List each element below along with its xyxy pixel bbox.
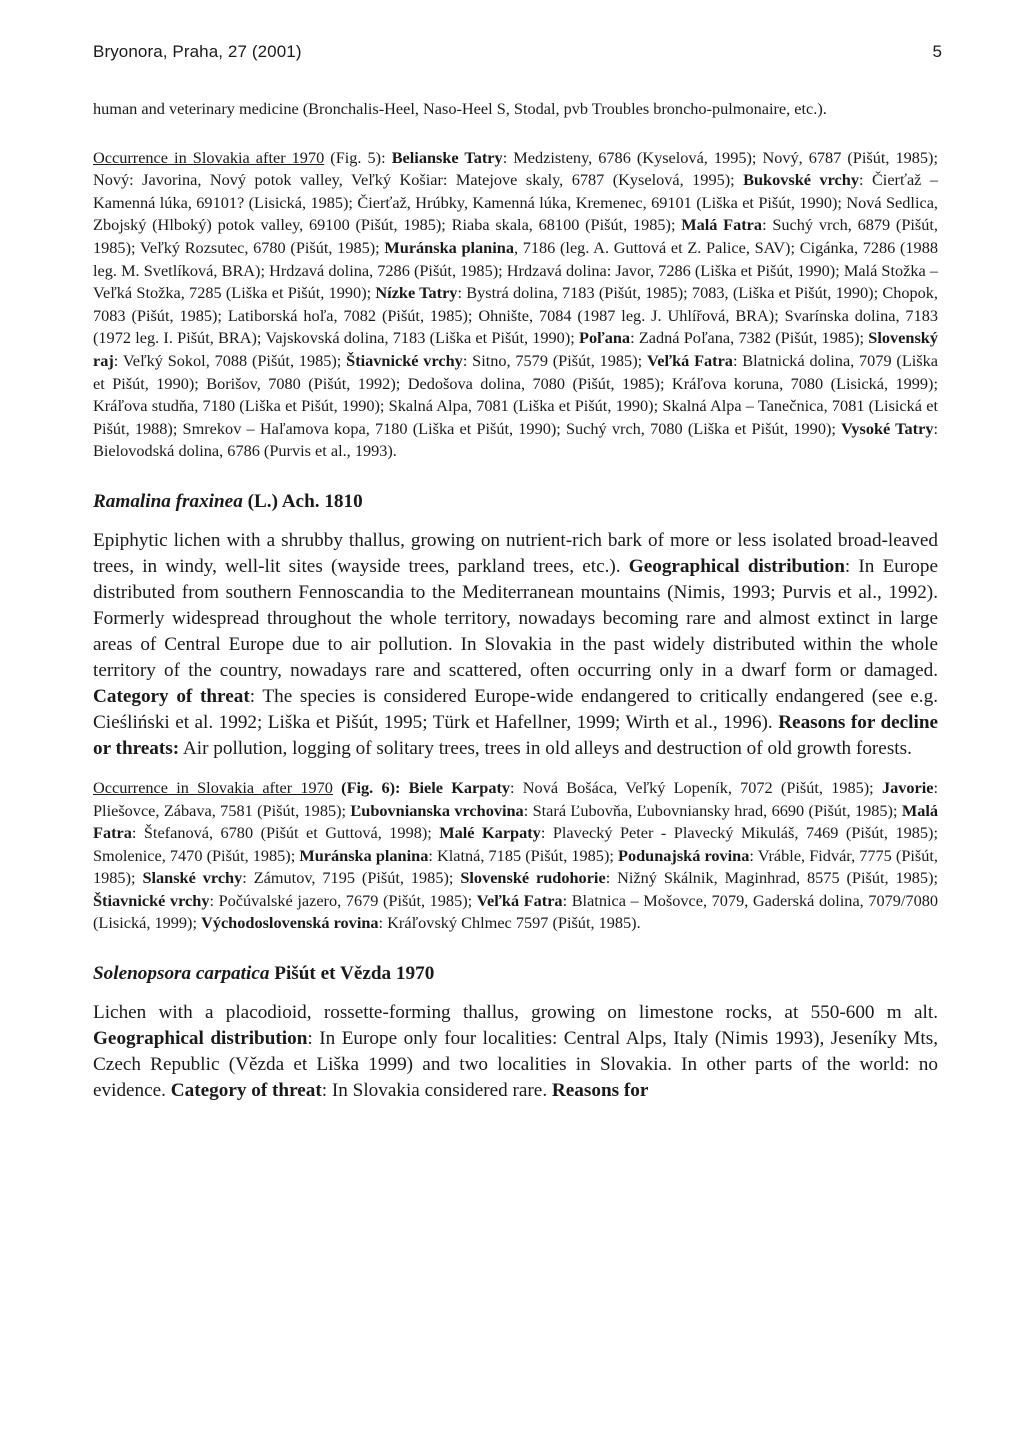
text-run: , 7186 (leg. A. Guttová et Z. Palice, SAV); Cigánka, 7286 (1988 leg. M. Svetlíková, BRA); Hrdzavá dolina, 7286 (Pišút, 1985); Hrdzavá dolina: Javor, 7286 (Liška et Pišút, 1990); Malá Stožka – Veľká Stožka, 7285 (Liška et Pišút, 1990);	[93, 237, 938, 303]
occurrence-paragraph-2	[93, 777, 938, 935]
region-label: Malá Fatra	[681, 215, 763, 235]
region-label: Slovenské rudohorie	[460, 868, 606, 888]
region-label: Podunajská rovina	[618, 845, 750, 865]
region-label: Category of threat	[170, 1080, 322, 1102]
region-label: Štiavnické vrchy	[346, 350, 463, 370]
text-run: : In Europe distributed from southern Fennoscandia to the Mediterranean mountains (Nimis, 1993; Purvis et al., 1992). Formerly widespread throughout the whole territory, nowadays becoming rare and almost extinct in large areas of Central Europe due to air pollution. In Slovakia in the past widely distributed within the whole territory of the country, nowadays rare and scattered, often occurring only in a dwarf form or damaged.	[93, 555, 938, 681]
text-run: : Sitno, 7579 (Pišút, 1985);	[462, 350, 647, 370]
text-run: : The species is considered Europe-wide endangered to critically endangered (see e.g. Cieśliński et al. 1992; Liška et Pišút, 1995; Türk et Hafellner, 1999; Wirth et al., 1996).	[93, 685, 938, 733]
text-run: : Blatnická dolina, 7079 (Liška et Pišút, 1990); Borišov, 7080 (Pišút, 1992); Dedošova dolina, 7080 (Pišút, 1985); Kráľova koruna, 7080 (Lisická, 1999); Kráľova studňa, 7180 (Liška et Pišút, 1990); Skalná Alpa, 7081 (Liška et Pišút, 1990); Skalná Alpa – Tanečnica, 7081 (Lisická et Pišút, 1988); Smrekov – Haľamova kopa, 7180 (Liška et Pišút, 1990); Suchý vrch, 7080 (Liška et Pišút, 1990);	[93, 350, 938, 438]
text-run: : Čierťaž – Kamenná lúka, 69101? (Lisická, 1985); Čierťaž, Hrúbky, Kamenná lúka, Kremenec, 69101 (Liška et Pišút, 1990); Nová Sedlica, Zbojský (Hlboký) potok valley, 69100 (Pišút, 1985); Riaba skala, 68100 (Pišút, 1985);	[93, 170, 938, 235]
text-run: : Vráble, Fidvár, 7775 (Pišút, 1985);	[93, 845, 938, 888]
text-run: : Klatná, 7185 (Pišút, 1985);	[428, 845, 618, 865]
text-run: : Pliešovce, Zábava, 7581 (Pišút, 1985);	[93, 777, 939, 820]
figure-reference-1: (Fig. 5):	[324, 147, 392, 167]
text-run: : Blatnica – Mošovce, 7079, Gaderská dolina, 7079/7080 (Lisická, 1999);	[93, 890, 938, 933]
species-description-2	[93, 1000, 938, 1104]
text-run: : Plavecký Peter - Plavecký Mikuláš, 7469 (Pišút, 1985); Smolenice, 7470 (Pišút, 1985);	[93, 823, 938, 865]
page-number: 5	[932, 42, 942, 61]
region-label: Reasons for	[551, 1080, 649, 1102]
text-run: : In Europe only four localities: Central Alps, Italy (Nimis 1993), Jeseníky Mts, Czech Republic (Vězda et Liška 1999) and two localities in Slovakia. In other parts of the world: no evidence.	[93, 1028, 938, 1102]
occurrence-heading-1: Occurrence in Slovakia after 1970	[93, 147, 325, 167]
text-run: : In Slovakia considered rare.	[321, 1080, 552, 1102]
text-run: : Bystrá dolina, 7183 (Pišút, 1985); 7083, (Liška et Pišút, 1990); Chopok, 7083 (Pišút, 1985); Latiborská hoľa, 7082 (Pišút, 1985); Ohnište, 7084 (1987 leg. J. Uhlířová, BRA); Svarínska dolina, 7183 (1972 leg. I. Pišút, BRA); Vajskovská dolina, 7183 (Liška et Pišút, 1990);	[93, 283, 938, 348]
figure-reference-2: (Fig. 6):	[332, 777, 409, 797]
page-body	[93, 98, 938, 1104]
species-description-1	[93, 528, 938, 762]
region-label: Ľubovnianska vrchovina	[350, 800, 524, 820]
running-header	[93, 42, 942, 62]
region-label: Východoslovenská rovina	[201, 913, 379, 933]
occurrence-heading-2: Occurrence in Slovakia after 1970	[93, 777, 333, 797]
text-run: : Medzisteny, 6786 (Kyselová, 1995); Nový, 6787 (Pišút, 1985); Nový: Javorina, Nový potok valley, Veľký Košiar: Matejove skaly, 6787 (Kyselová, 1995);	[93, 147, 939, 190]
region-label: Veľká Fatra	[476, 890, 563, 910]
region-label: Muránska planina	[384, 237, 514, 257]
text-run: : Nižný Skálnik, Maginhrad, 8575 (Pišút, 1985);	[605, 868, 939, 888]
journal-citation: Bryonora, Praha, 27 (2001)	[93, 42, 302, 61]
region-label: Biele Karpaty	[408, 777, 511, 797]
region-label: Belianske Tatry	[391, 147, 503, 167]
species-text-2	[93, 1002, 938, 1101]
region-label: Veľká Fatra	[646, 350, 733, 370]
species-authority-1: (L.) Ach. 1810	[242, 490, 363, 512]
intro-paragraph: human and veterinary medicine (Bronchalis-Heel, Naso-Heel S, Stodal, pvb Troubles broncho-pulmonaire, etc.).	[93, 99, 827, 118]
text-run: : Zadná Poľana, 7382 (Pišút, 1985);	[630, 328, 869, 348]
text-run: : Veľký Sokol, 7088 (Pišút, 1985);	[113, 350, 347, 370]
text-run: Epiphytic lichen with a shrubby thallus, growing on nutrient-rich bark of more or less isolated broad-leaved trees, in windy, well-lit sites (wayside trees, parkland trees, etc.).	[93, 529, 938, 577]
region-label: Slanské vrchy	[142, 868, 243, 888]
region-label: Štiavnické vrchy	[93, 890, 210, 910]
region-label: Javorie	[881, 777, 934, 797]
species-heading-2	[93, 963, 938, 985]
text-run: : Stará Ľubovňa, Ľubovniansky hrad, 6690 (Pišút, 1985);	[523, 800, 902, 820]
region-label: Malá Fatra	[93, 800, 939, 843]
species-name-2: Solenopsora carpatica	[93, 963, 270, 985]
region-label: Geographical distribution	[628, 555, 845, 577]
text-run: Air pollution, logging of solitary trees, trees in old alleys and destruction of old growth forests.	[179, 737, 912, 759]
region-label: Malé Karpaty	[439, 823, 541, 843]
region-label: Vysoké Tatry	[841, 418, 934, 438]
text-run: : Nová Bošáca, Veľký Lopeník, 7072 (Pišút, 1985);	[510, 777, 882, 797]
text-run: Lichen with a placodioid, rossette-forming thallus, growing on limestone rocks, at 550-600 m alt.	[93, 1002, 938, 1024]
text-run: : Suchý vrch, 6879 (Pišút, 1985); Veľký Rozsutec, 6780 (Pišút, 1985);	[93, 215, 939, 257]
region-label: Category of threat	[93, 685, 250, 707]
occurrence-text-2	[93, 778, 938, 933]
text-run: : Bielovodská dolina, 6786 (Purvis et al., 1993).	[93, 418, 938, 461]
species-authority-2: Pišút et Vězda 1970	[269, 963, 435, 985]
region-label: Poľana	[579, 328, 631, 348]
species-heading-1	[93, 491, 938, 513]
region-label: Reasons for decline or threats:	[93, 711, 939, 759]
region-label: Nízke Tatry	[375, 283, 458, 303]
text-run: : Počúvalské jazero, 7679 (Pišút, 1985);	[209, 890, 477, 910]
text-run: : Kráľovský Chlmec 7597 (Pišút, 1985).	[378, 913, 641, 933]
region-label: Bukovské vrchy	[743, 170, 859, 190]
occurrence-paragraph-1	[93, 147, 938, 463]
occurrence-text-1	[93, 148, 938, 461]
text-run: : Zámutov, 7195 (Pišút, 1985);	[242, 868, 461, 888]
text-run: : Štefanová, 6780 (Pišút et Guttová, 1998);	[131, 823, 440, 843]
species-name-1: Ramalina fraxinea	[93, 490, 243, 512]
region-label: Slovenský raj	[93, 328, 938, 370]
region-label: Geographical distribution	[93, 1028, 308, 1050]
species-text-1	[93, 530, 938, 759]
region-label: Muránska planina	[299, 845, 429, 865]
